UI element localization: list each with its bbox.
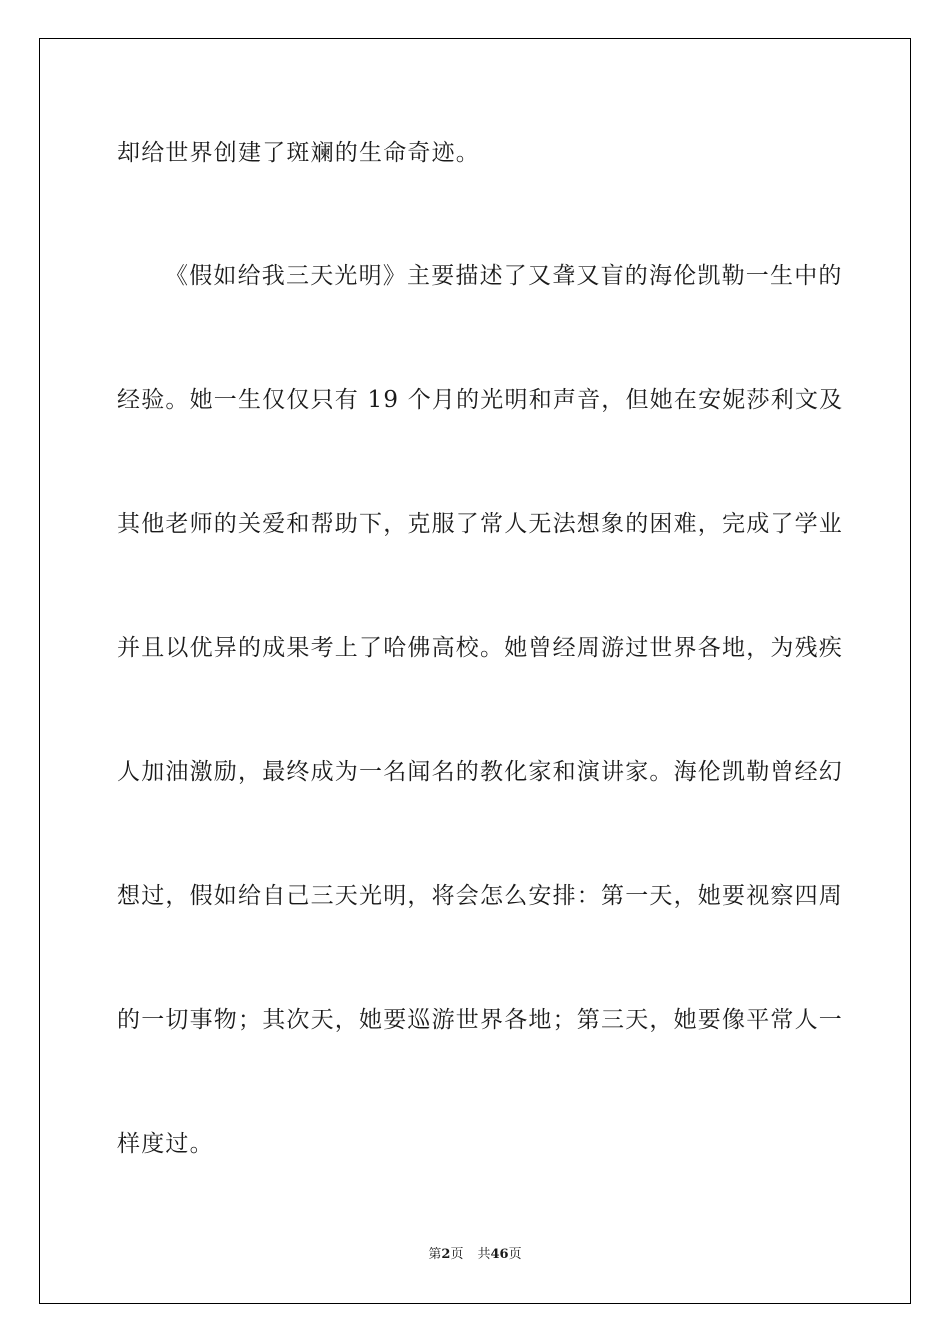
footer-total-pages: 46 [490, 1247, 509, 1262]
body-text-line-2: 《假如给我三天光明》主要描述了又聋又盲的海伦凯勒一生中的 [165, 263, 843, 289]
footer-page-prefix: 第 [428, 1247, 442, 1262]
page-footer [0, 1246, 950, 1264]
body-text-line-7: 想过，假如给自己三天光明，将会怎么安排：第一天，她要视察四周 [117, 883, 843, 909]
body-text-line-4: 其他老师的关爱和帮助下，克服了常人无法想象的困难，完成了学业 [117, 511, 843, 537]
body-text-line-3: 经验。她一生仅仅只有 19 个月的光明和声音，但她在安妮莎利文及 [117, 387, 844, 413]
body-text-line-8: 的一切事物；其次天，她要巡游世界各地；第三天，她要像平常人一 [117, 1007, 843, 1033]
body-text-line-6: 人加油激励，最终成为一名闻名的教化家和演讲家。海伦凯勒曾经幻 [117, 759, 843, 785]
body-text-line-5: 并且以优异的成果考上了哈佛高校。她曾经周游过世界各地，为残疾 [117, 635, 843, 661]
footer-page-number: 2 [441, 1247, 451, 1262]
footer-total-prefix: 共 [477, 1247, 491, 1262]
body-text-line-1: 却给世界创建了斑斓的生命奇迹。 [117, 140, 480, 166]
footer-total-suffix: 页 [508, 1247, 522, 1262]
body-text-line-9: 样度过。 [117, 1131, 214, 1157]
page-border [39, 38, 911, 1304]
footer-page-suffix: 页 [450, 1247, 464, 1262]
